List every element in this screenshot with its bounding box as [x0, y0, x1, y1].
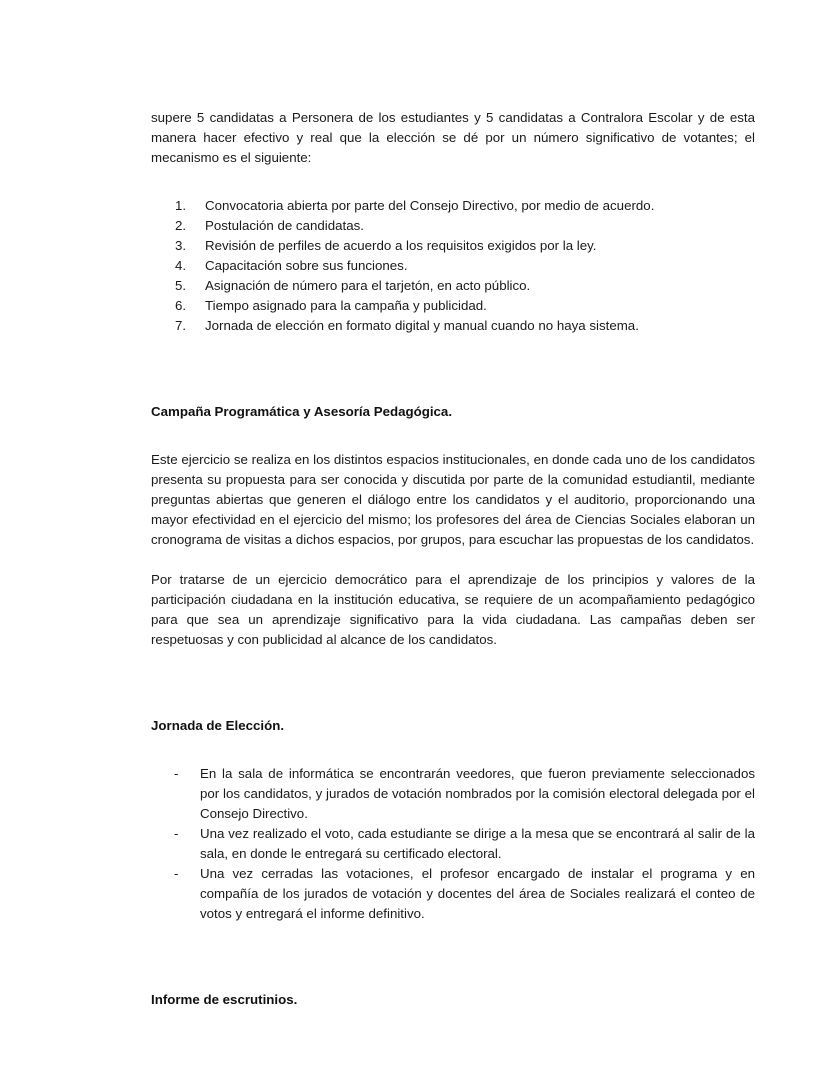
- list-item: [151, 824, 755, 864]
- dash-marker: -: [174, 866, 179, 881]
- spacer: [151, 168, 755, 196]
- list-item-text: Capacitación sobre sus funciones.: [205, 258, 408, 273]
- list-item: [151, 296, 755, 316]
- list-item: [151, 276, 755, 296]
- list-item: [151, 864, 755, 924]
- section-heading-jornada-de-eleccion: Jornada de Elección.: [151, 718, 285, 733]
- list-marker: 5.: [175, 278, 187, 293]
- list-marker: 1.: [175, 198, 187, 213]
- dash-marker: -: [174, 766, 179, 781]
- document-body: [151, 108, 755, 1010]
- list-marker: 7.: [175, 318, 187, 333]
- list-item-text: Jornada de elección en formato digital y manual cuando no haya sistema.: [205, 318, 639, 333]
- spacer: [151, 924, 755, 990]
- list-marker: 3.: [175, 238, 187, 253]
- list-item-text: Revisión de perfiles de acuerdo a los requisitos exigidos por la ley.: [205, 238, 597, 253]
- spacer: [151, 336, 755, 402]
- list-item-text: Postulación de candidatas.: [205, 218, 364, 233]
- list-marker: 6.: [175, 298, 187, 313]
- list-item-text: Asignación de número para el tarjetón, en acto público.: [205, 278, 531, 293]
- section-heading-campana-programatica: Campaña Programática y Asesoría Pedagógica.: [151, 404, 453, 419]
- spacer: [151, 422, 755, 450]
- list-item: [151, 764, 755, 824]
- spacer: [151, 550, 755, 570]
- list-item: [151, 236, 755, 256]
- list-marker: 2.: [175, 218, 187, 233]
- mechanism-steps-list: [151, 196, 755, 336]
- list-item-text: Una vez realizado el voto, cada estudiante se dirige a la mesa que se encontrará al salir de la sala, en donde le entregará su certificado electoral.: [200, 826, 755, 861]
- campana-paragraph-1: Este ejercicio se realiza en los distintos espacios institucionales, en donde cada uno de los candidatos presenta su propuesta para ser conocida y discutida por parte de la comunidad estudiantil, mediante preguntas abiertas que generen el diálogo entre los candidatos y el auditorio, proporcionando una mayor efectividad en el ejercicio del mismo; los profesores del área de Ciencias Sociales elaboran un cronograma de visitas a dichos espacios, por grupos, para escuchar las propuestas de los candidatos.: [151, 452, 755, 547]
- jornada-bullets-list: [151, 764, 755, 924]
- list-item: [151, 216, 755, 236]
- list-item-text: Una vez cerradas las votaciones, el profesor encargado de instalar el programa y en compañía de los jurados de votación y docentes del área de Sociales realizará el conteo de votos y entregará el informe definitivo.: [200, 866, 755, 921]
- list-item: [151, 256, 755, 276]
- list-item: [151, 196, 755, 216]
- list-item-text: Convocatoria abierta por parte del Consejo Directivo, por medio de acuerdo.: [205, 198, 655, 213]
- section-heading-informe-de-escrutinios: Informe de escrutinios.: [151, 992, 298, 1007]
- list-item-text: En la sala de informática se encontrarán veedores, que fueron previamente seleccionados por los candidatos, y jurados de votación nombrados por la comisión electoral delegada por el Consejo Directivo.: [200, 766, 755, 821]
- dash-marker: -: [174, 826, 179, 841]
- spacer: [151, 650, 755, 716]
- list-item: [151, 316, 755, 336]
- list-item-text: Tiempo asignado para la campaña y publicidad.: [205, 298, 487, 313]
- campana-paragraph-2: Por tratarse de un ejercicio democrático para el aprendizaje de los principios y valores de la participación ciudadana en la institución educativa, se requiere de un acompañamiento pedagógico para que sea un aprendizaje significativo para la vida ciudadana. Las campañas deben ser respetuosas y con publicidad al alcance de los candidatos.: [151, 572, 755, 647]
- list-marker: 4.: [175, 258, 187, 273]
- spacer: [151, 736, 755, 764]
- intro-paragraph: supere 5 candidatas a Personera de los estudiantes y 5 candidatas a Contralora Escolar y de esta manera hacer efectivo y real que la elección se dé por un número significativo de votantes; el mecanismo es el siguiente:: [151, 110, 755, 165]
